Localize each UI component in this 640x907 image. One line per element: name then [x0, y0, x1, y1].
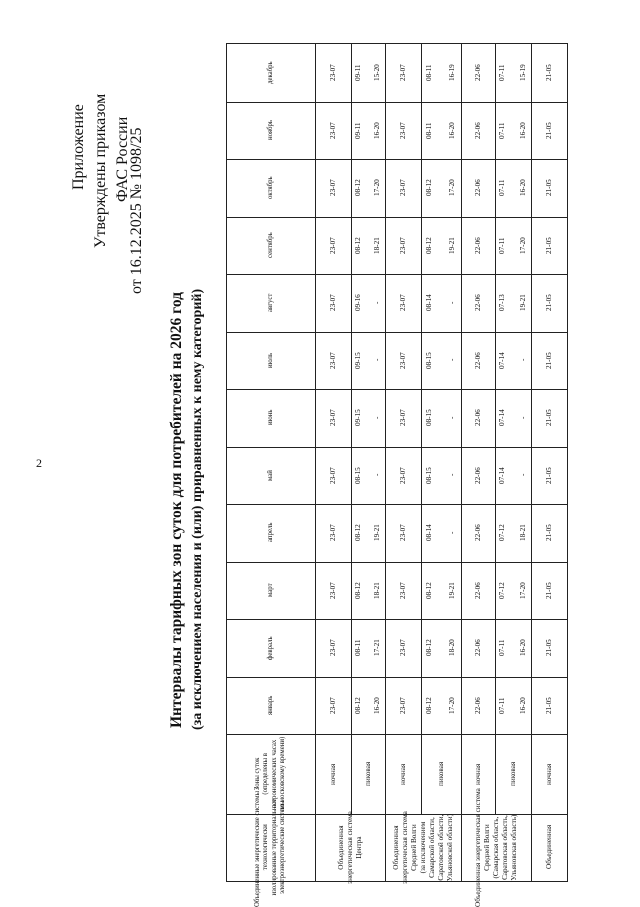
interval-value: 08-11 — [353, 639, 362, 657]
interval-value: 21-05 — [544, 179, 553, 197]
interval-value: 23-07 — [398, 581, 407, 599]
table-grid-line — [227, 734, 567, 735]
interval-value: 08-12 — [353, 524, 362, 542]
interval-value: 16-20 — [518, 121, 527, 139]
system-name: Объединенная — [544, 824, 553, 869]
interval-value: 21-05 — [544, 121, 553, 139]
header-system: Объединенные энергетические системы / технологически изолированные территориальные электроэнергетические системы — [254, 787, 287, 907]
zone-пиковая: пиковая — [363, 761, 372, 786]
page-number: 2 — [36, 456, 42, 470]
interval-value: 23-07 — [328, 294, 337, 312]
table-grid-line — [227, 274, 567, 275]
table-grid-line — [315, 44, 316, 881]
interval-value: 18-21 — [373, 236, 382, 254]
table-grid-line — [385, 44, 386, 881]
interval-value: 22-06 — [473, 179, 482, 197]
interval-value: 09-15 — [353, 409, 362, 427]
interval-value: 21-05 — [544, 64, 553, 82]
interval-value: 16-20 — [518, 639, 527, 657]
approval-date-number: от 16.12.2025 № 1098/25 — [128, 127, 145, 294]
interval-value: 22-06 — [473, 581, 482, 599]
interval-value: 09-11 — [353, 64, 362, 82]
table-grid-line — [227, 619, 567, 620]
interval-value: 08-12 — [425, 639, 434, 657]
interval-value: 17-20 — [447, 696, 456, 714]
header-month-12: декабрь — [267, 61, 274, 85]
interval-dash: - — [518, 473, 527, 477]
interval-value: 21-05 — [544, 696, 553, 714]
system-name: Объединенная энергетическая система Средней Волги (Самарская область, Саратовская область, Ульяновская область) — [473, 787, 518, 907]
interval-value: 23-07 — [398, 179, 407, 197]
interval-value: 22-06 — [473, 351, 482, 369]
interval-value: 23-07 — [328, 64, 337, 82]
table-grid-line — [227, 504, 567, 505]
interval-value: 08-12 — [425, 236, 434, 254]
interval-value: 08-12 — [425, 696, 434, 714]
interval-dash: - — [518, 416, 527, 419]
zone-ночная: ночная — [328, 763, 337, 785]
interval-dash: - — [373, 358, 382, 362]
interval-value: 18-20 — [447, 639, 456, 657]
table-grid-line — [531, 44, 532, 881]
header-zone: Зоны суток (определены в астрономических часах по московскому времени) — [254, 736, 287, 811]
interval-value: 18-21 — [518, 524, 527, 542]
interval-dash: - — [373, 301, 382, 304]
interval-dash: - — [373, 416, 382, 419]
header-month-5: май — [267, 469, 274, 481]
interval-value: 21-05 — [544, 236, 553, 254]
interval-value: 21-05 — [544, 351, 553, 369]
interval-value: 19-21 — [518, 294, 527, 312]
approval-authority: ФАС России — [114, 116, 131, 202]
interval-value: 23-07 — [398, 121, 407, 139]
interval-value: 16-20 — [518, 179, 527, 197]
interval-value: 23-07 — [328, 121, 337, 139]
interval-value: 22-06 — [473, 524, 482, 542]
interval-value: 23-07 — [328, 351, 337, 369]
interval-value: 08-12 — [353, 179, 362, 197]
interval-value: 23-07 — [328, 524, 337, 542]
interval-value: 23-07 — [328, 639, 337, 657]
interval-value: 22-06 — [473, 409, 482, 427]
table-grid-line — [461, 44, 462, 881]
interval-value: 22-06 — [473, 696, 482, 714]
header-month-10: октябрь — [267, 176, 274, 200]
interval-value: 19-21 — [447, 236, 456, 254]
interval-value: 08-11 — [425, 64, 434, 82]
interval-value: 23-07 — [328, 236, 337, 254]
interval-value: 17-20 — [447, 179, 456, 197]
interval-value: 21-05 — [544, 639, 553, 657]
interval-value: 08-15 — [425, 351, 434, 369]
interval-value: 22-06 — [473, 121, 482, 139]
header-month-1: январь — [267, 695, 274, 715]
interval-value: 09-15 — [353, 351, 362, 369]
interval-value: 07-14 — [498, 466, 507, 484]
interval-value: 16-19 — [447, 64, 456, 82]
zone-пиковая: пиковая — [508, 761, 517, 786]
header-month-6: июнь — [267, 409, 274, 426]
zone-ночная: ночная — [473, 763, 482, 785]
interval-value: 23-07 — [328, 466, 337, 484]
table-grid-line — [227, 447, 567, 448]
interval-value: 08-12 — [353, 581, 362, 599]
table-grid-line — [227, 562, 567, 563]
interval-value: 23-07 — [398, 696, 407, 714]
interval-value: 23-07 — [328, 179, 337, 197]
interval-dash: - — [518, 358, 527, 362]
interval-value: 16-20 — [518, 696, 527, 714]
header-month-2: февраль — [267, 636, 274, 660]
interval-value: 22-06 — [473, 294, 482, 312]
interval-value: 23-07 — [398, 409, 407, 427]
interval-value: 23-07 — [398, 639, 407, 657]
zone-ночная: ночная — [398, 763, 407, 785]
interval-value: 17-20 — [373, 179, 382, 197]
table-grid-line — [227, 389, 567, 390]
zone-ночная: ночная — [544, 763, 553, 785]
interval-value: 08-14 — [425, 294, 434, 312]
system-name: Объединенная энергетическая система Средней Волги (за исключением Самарской области, Саратовской области, Ульяновской области) — [391, 810, 454, 884]
interval-value: 16-20 — [447, 121, 456, 139]
interval-value: 21-05 — [544, 466, 553, 484]
interval-dash: - — [447, 473, 456, 477]
interval-value: 08-15 — [353, 466, 362, 484]
interval-value: 23-07 — [398, 236, 407, 254]
interval-value: 23-07 — [398, 64, 407, 82]
interval-value: 22-06 — [473, 64, 482, 82]
interval-value: 17-21 — [373, 639, 382, 657]
interval-value: 08-11 — [425, 122, 434, 139]
approval-order-line: Утверждены приказом — [92, 93, 109, 248]
interval-value: 08-12 — [425, 179, 434, 197]
interval-dash: - — [447, 301, 456, 304]
interval-value: 23-07 — [398, 466, 407, 484]
interval-value: 08-15 — [425, 409, 434, 427]
interval-value: 07-14 — [498, 409, 507, 427]
table-grid-line — [227, 159, 567, 160]
interval-dash: - — [447, 358, 456, 362]
zone-пиковая: пиковая — [436, 761, 445, 786]
interval-value: 08-12 — [353, 696, 362, 714]
interval-value: 08-14 — [425, 524, 434, 542]
interval-value: 23-07 — [398, 351, 407, 369]
interval-value: 07-11 — [498, 179, 507, 197]
header-month-8: август — [267, 293, 274, 312]
interval-value: 17-20 — [518, 236, 527, 254]
interval-value: 23-07 — [328, 696, 337, 714]
interval-value: 07-11 — [498, 639, 507, 657]
header-month-3: март — [267, 583, 274, 598]
interval-value: 17-20 — [518, 581, 527, 599]
interval-value: 08-12 — [425, 581, 434, 599]
interval-value: 18-21 — [373, 581, 382, 599]
interval-value: 07-11 — [498, 237, 507, 254]
header-month-11: ноябрь — [267, 120, 274, 141]
table-grid-line — [227, 332, 567, 333]
tariff-intervals-table — [226, 43, 568, 907]
interval-value: 22-06 — [473, 466, 482, 484]
interval-value: 23-07 — [328, 581, 337, 599]
appendix-label: Приложение — [70, 104, 87, 190]
document-title: Интервалы тарифных зон суток для потребителей на 2026 год — [168, 292, 185, 728]
interval-value: 21-05 — [544, 294, 553, 312]
table-grid-line — [227, 217, 567, 218]
interval-value: 23-07 — [328, 409, 337, 427]
interval-value: 16-20 — [373, 696, 382, 714]
table-grid-line — [227, 102, 567, 103]
interval-value: 07-13 — [498, 294, 507, 312]
interval-value: 15-20 — [373, 64, 382, 82]
interval-value: 21-05 — [544, 524, 553, 542]
interval-value: 21-05 — [544, 581, 553, 599]
interval-value: 15-19 — [518, 64, 527, 82]
header-month-4: апрель — [267, 522, 274, 543]
interval-value: 07-14 — [498, 351, 507, 369]
interval-value: 23-07 — [398, 294, 407, 312]
interval-dash: - — [373, 473, 382, 477]
interval-value: 23-07 — [398, 524, 407, 542]
interval-dash: - — [447, 416, 456, 419]
header-month-9: сентябрь — [267, 232, 274, 259]
interval-value: 21-05 — [544, 409, 553, 427]
document-subtitle: (за исключением населения и (или) приравненных к нему категорий) — [190, 288, 205, 730]
interval-value: 07-12 — [498, 581, 507, 599]
interval-value: 07-11 — [498, 697, 507, 714]
table-grid-line — [227, 677, 567, 678]
system-name: Объединенная энергетическая система Центра — [336, 810, 363, 884]
interval-value: 07-12 — [498, 524, 507, 542]
interval-value: 19-21 — [373, 524, 382, 542]
interval-value: 22-06 — [473, 236, 482, 254]
interval-value: 07-11 — [498, 64, 507, 82]
header-month-7: июль — [267, 352, 274, 368]
interval-value: 07-11 — [498, 122, 507, 139]
interval-value: 08-12 — [353, 236, 362, 254]
interval-value: 09-16 — [353, 294, 362, 312]
interval-value: 09-11 — [353, 122, 362, 139]
interval-value: 22-06 — [473, 639, 482, 657]
interval-value: 16-20 — [373, 121, 382, 139]
interval-value: 08-15 — [425, 466, 434, 484]
interval-dash: - — [447, 531, 456, 534]
interval-value: 19-21 — [447, 581, 456, 599]
